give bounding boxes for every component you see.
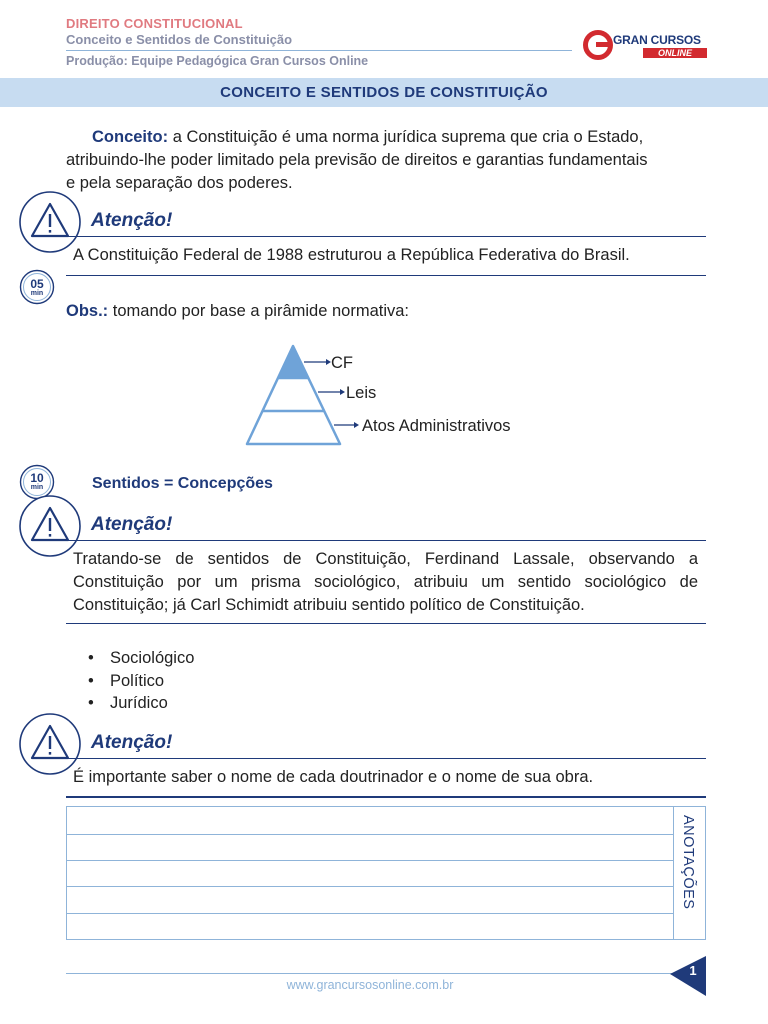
attention-divider-1	[66, 236, 706, 237]
timer-05-unit: min	[30, 290, 44, 297]
notes-area	[66, 806, 706, 940]
attention-divider-1b	[66, 275, 706, 276]
pyramid-label-atos: Atos Administrativos	[362, 417, 511, 435]
attention-text-1: A Constituição Federal de 1988 estruturou a República Federativa do Brasil.	[73, 246, 630, 264]
header-production: Produção: Equipe Pedagógica Gran Cursos Online	[66, 54, 369, 68]
attention-heading-3: Atenção!	[91, 732, 173, 753]
attention-heading-1: Atenção!	[91, 210, 173, 231]
timer-05-number: 05	[30, 277, 44, 291]
attention-text-3: É importante saber o nome de cada doutrinador e o nome de sua obra.	[73, 768, 594, 786]
header-divider	[66, 50, 572, 51]
list-item: • Político	[88, 670, 388, 693]
attention-divider-3	[66, 758, 706, 759]
notes-line	[67, 834, 673, 835]
timer-10-unit: min	[30, 484, 44, 491]
attention-text-2-line-2: Constituição por um prisma sociológico, atribuiu um sentido sociológico de	[73, 573, 698, 591]
sentidos-heading: Sentidos = Concepções	[92, 475, 273, 492]
obs-line	[66, 300, 716, 323]
obs-text: tomando por base a pirâmide normativa:	[112, 302, 410, 320]
attention-divider-2	[66, 540, 706, 541]
notes-line	[67, 886, 673, 887]
header-topic: Conceito e Sentidos de Constituição	[66, 32, 293, 47]
attention-heading-2: Atenção!	[91, 514, 173, 535]
notes-label-rotated	[676, 813, 706, 933]
header-subject: DIREITO CONSTITUCIONAL	[66, 16, 243, 31]
pyramid-apex	[278, 346, 308, 378]
attention-divider-2b	[66, 623, 706, 624]
pyramid-label-leis: Leis	[346, 384, 377, 402]
concept-line-3: e pela separação dos poderes.	[66, 174, 293, 192]
logo-g-bar	[596, 42, 610, 47]
footer-rule	[66, 973, 676, 974]
sentidos-list	[88, 647, 388, 715]
notes-line	[67, 860, 673, 861]
notes-label: ANOTAÇÕES	[680, 815, 696, 910]
concept-line-2: atribuindo-lhe poder limitado pela previsão de direitos e garantias fundamentais	[66, 151, 648, 169]
notes-top-rule	[66, 796, 706, 798]
pyramid-label-cf: CF	[331, 354, 353, 372]
concept-label: Conceito:	[92, 128, 169, 146]
logo-online: ONLINE	[643, 48, 707, 58]
timer-10-number: 10	[30, 471, 44, 485]
notes-line	[67, 913, 673, 914]
gran-cursos-logo	[583, 30, 709, 64]
concept-text-1: a Constituição é uma norma jurídica suprema que cria o Estado,	[172, 128, 644, 146]
notes-separator	[673, 807, 674, 939]
logo-text: GRAN CURSOS	[613, 33, 701, 47]
list-item: • Jurídico	[88, 692, 388, 715]
obs-label: Obs.:	[66, 302, 109, 320]
list-item: • Sociológico	[88, 647, 388, 670]
page-number: 1	[689, 963, 697, 978]
page-title: CONCEITO E SENTIDOS DE CONSTITUIÇÃO	[220, 84, 548, 101]
attention-text-2-line-3: Constituição; já Carl Schimidt atribuiu sentido político de Constituição.	[73, 596, 585, 614]
arrowhead-leis	[340, 389, 345, 395]
concept-line-1	[92, 126, 712, 149]
attention-text-2-line-1: Tratando-se de sentidos de Constituição, Ferdinand Lassale, observando a	[73, 550, 698, 568]
footer-url[interactable]: www.grancursosonline.com.br	[286, 978, 454, 992]
arrowhead-atos	[354, 422, 359, 428]
